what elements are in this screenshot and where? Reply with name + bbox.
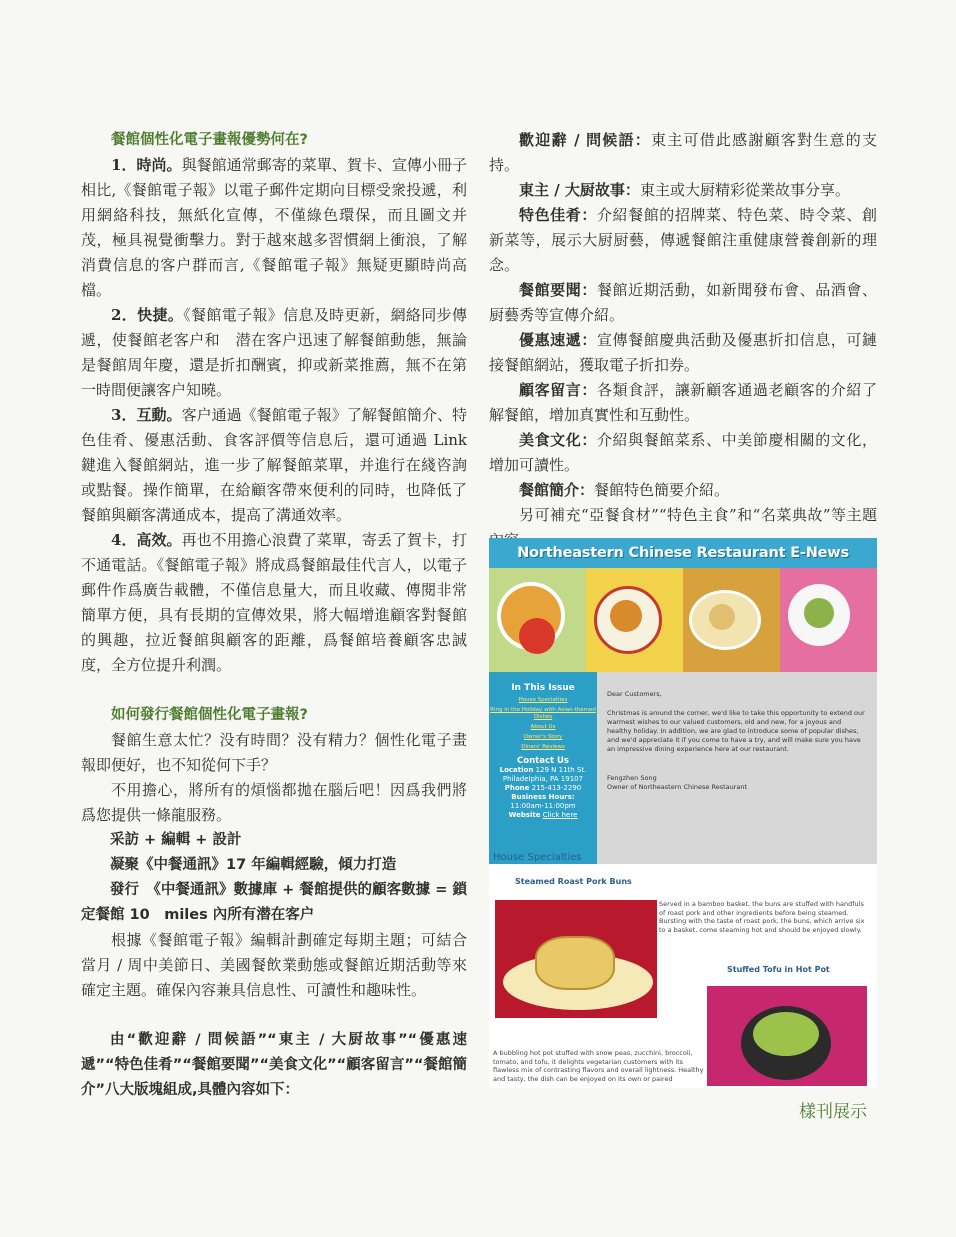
- section-offers: 優惠速遞：宣傳餐館慶典活動及優惠折扣信息，可鏈接餐館網站，獲取電子折扣券。: [489, 331, 877, 374]
- plate-icon: [709, 604, 735, 630]
- house-specialties-title: House Specialties: [493, 852, 582, 863]
- paragraph-extra: 另可補充“亞餐食材”“特色主食”和“名菜典故”等主題: [519, 506, 877, 524]
- contact-location: Location 129 N 11th St. Philadelphia, PA 19107: [499, 766, 587, 783]
- dish2-photo: [707, 986, 867, 1086]
- section-intro: 餐館簡介：餐館特色簡要介紹。: [519, 481, 730, 499]
- contact-title: Contact Us: [517, 756, 569, 766]
- letter-signature-title: Owner of Northeastern Chinese Restaurant: [607, 783, 748, 791]
- service-steps: 采訪 + 編輯 + 設計: [110, 832, 242, 848]
- paragraph-service: 不用擔心，將所有的煩惱都拋在腦后吧！因爲我們將爲您提供一條龍服務。: [81, 781, 467, 824]
- letter-body: Christmas is around the corner, we'd like to take this opportunity to extend our warmest wishes to our valued customers, old and new, for a joyous and healthy holiday. In addition, we are glad to introduce some of popular dishes, and we'd appreciate it if you come to have a try, and will make sure you have an impressive dining experience here at our restaurant.: [607, 709, 865, 753]
- dish2-description: A bubbling hot pot stuffed with snow peas, zucchini, broccoli, tomato, and tofu, it delights vegetarian customers with its flawless mix of contrasting flavors and overall lightness. Healthy and tasty, the dish can be enjoyed on its own or paired: [493, 1049, 704, 1083]
- letter-signature-name: Fengzhen Song: [607, 774, 657, 782]
- dish2-title: Stuffed Tofu in Hot Pot: [727, 965, 830, 974]
- advantage-efficient: 4．高效。再也不用擔心浪費了菜單，寄丢了賀卡，打不通電話。《餐館電子報》將成爲餐館最佳代言人，以電子郵件作爲廣告載體，不僅信息量大，而且收藏、傳閱非常簡單方便，具有長期的宣傳效果，將大幅增進顧客對餐館的興趣，拉近餐館與顧客的距離，爲餐館培養顧客忠誠度，全方位提升利潤。: [81, 531, 467, 674]
- food-photo: [683, 568, 780, 672]
- bamboo-basket-icon: [535, 936, 615, 990]
- contact-hours: Business Hours: 11:00am-11:00pm: [510, 793, 576, 810]
- heading-how-to: 如何發行餐館個性化電子畫報?: [111, 707, 308, 723]
- plate-icon: [804, 598, 834, 628]
- dish1-photo: [495, 900, 657, 1018]
- advantage-fashion: 1．時尚。與餐館通常郵寄的菜單、賀卡、宣傳小冊子相比,《餐館電子報》以電子郵件定期向目標受衆投遞，利用網絡科技，無紙化宣傳，不僅綠色環保，而且圖文并茂，極具視覺衝擊力。對于越來越多習慣網上衝浪，了解消費信息的客户群而言,《餐館電子報》無疑更顯時尚高檔。: [81, 156, 467, 299]
- paragraph-questions: 餐館生意太忙？没有時間？没有精力？個性化電子畫報即便好，也不知從何下手？: [81, 731, 467, 774]
- paragraph-theme: 根據《餐館電子報》編輯計劃確定每期主題；可結合當月 / 周中美節日、美國餐飲業動態或餐館近期活動等來確定主題。確保內容兼具信息性、可讀性和趣味性。: [81, 931, 467, 999]
- dish1-title: Steamed Roast Pork Buns: [515, 877, 632, 886]
- contact-website: Website Click here: [508, 811, 578, 819]
- paragraph-sections: 由“歡迎辭 / 問候語”“東主 / 大厨故事”“優惠速遞”“特色佳肴”“餐館要聞”“美食文化”“顧客留言”“餐館簡介”八大版塊組成,具體內容如下：: [81, 1032, 467, 1098]
- link-about-us[interactable]: About Us: [530, 724, 556, 730]
- right-column: [489, 128, 877, 553]
- link-diners-reviews[interactable]: Diners' Reviews: [521, 744, 565, 750]
- newsletter-title: Northeastern Chinese Restaurant E-News: [489, 538, 877, 568]
- letter-greeting: Dear Customers,: [607, 690, 662, 698]
- vegetables-icon: [753, 1012, 819, 1056]
- section-culture: 美食文化：介紹與餐館菜系、中美節慶相關的文化，增加可讀性。: [489, 431, 877, 474]
- sample-caption: 樣刊展示: [799, 1102, 867, 1122]
- advantage-interactive: 3．互動。客户通過《餐館電子報》了解餐館簡介、特色佳肴、優惠活動、食客評價等信息后，還可通過 Link 鍵進入餐館網站，進一步了解餐館菜單，并進行在綫咨詢或點餐。操作簡單，在給顧客帶來便利的同時，也降低了餐館與顧客溝通成本，提高了溝通效率。: [81, 406, 467, 524]
- welcome-letter: [597, 672, 877, 864]
- contact-phone: Phone 215-413-2290: [504, 784, 582, 792]
- dish1-description: Served in a bamboo basket, the buns are stuffed with handfuls of roast pork and other ingredients before being steamed. Bursting with the taste of roast pork, the buns, which arrive six to a basket, come steaming hot and should be enjoyed slowly.: [659, 900, 865, 934]
- plate-icon: [610, 600, 642, 632]
- food-photo: [489, 568, 586, 672]
- food-photo-strip: [489, 568, 877, 672]
- section-owner-story: 東主 / 大厨故事：東主或大厨精彩從業故事分享。: [519, 181, 850, 199]
- link-holiday-dishes[interactable]: Ring in the Holiday with Asian-themed Dishes: [490, 707, 596, 720]
- section-specialties: 特色佳肴：介紹餐館的招牌菜、特色菜、時令菜、創新菜等，展示大厨厨藝，傳遞餐館注重健康營養創新的理念。: [489, 206, 877, 274]
- newsletter-sidebar: [489, 672, 597, 864]
- newsletter-sample: [489, 538, 877, 1088]
- plate-icon: [519, 618, 555, 654]
- service-experience: 凝聚《中餐通訊》17 年編輯經驗，傾力打造: [110, 857, 397, 873]
- advantage-fast: 2．快捷。《餐館電子報》信息及時更新，網絡同步傳遞，使餐館老客户和 潜在客户迅速了解餐館動態，無論是餐館周年慶，還是折扣酬賓，抑或新菜推薦，無不在第一時間便讓客户知曉。: [81, 306, 467, 399]
- service-distribution: 發行 《中餐通訊》數據庫 + 餐館提供的顧客數據 = 鎖定餐館 10 miles 內所有潜在客户: [81, 882, 467, 923]
- left-column: [81, 128, 467, 1103]
- section-reviews: 顧客留言：各類食評，讓新顧客通過老顧客的介紹了解餐館，增加真實性和互動性。: [489, 381, 877, 424]
- food-photo: [586, 568, 683, 672]
- link-owners-story[interactable]: Owner's Story: [523, 734, 563, 740]
- food-photo: [780, 568, 877, 672]
- in-this-issue-title: In This Issue: [511, 683, 575, 693]
- heading-advantages: 餐館個性化電子畫報優勢何在?: [111, 132, 308, 148]
- section-news: 餐館要聞：餐館近期活動，如新聞發布會、品酒會、厨藝秀等宣傳介紹。: [489, 281, 877, 324]
- section-welcome: 歡迎辭 / 問候語：東主可借此感謝顧客對生意的支持。: [489, 131, 877, 174]
- link-house-specialties[interactable]: House Specialties: [518, 697, 568, 703]
